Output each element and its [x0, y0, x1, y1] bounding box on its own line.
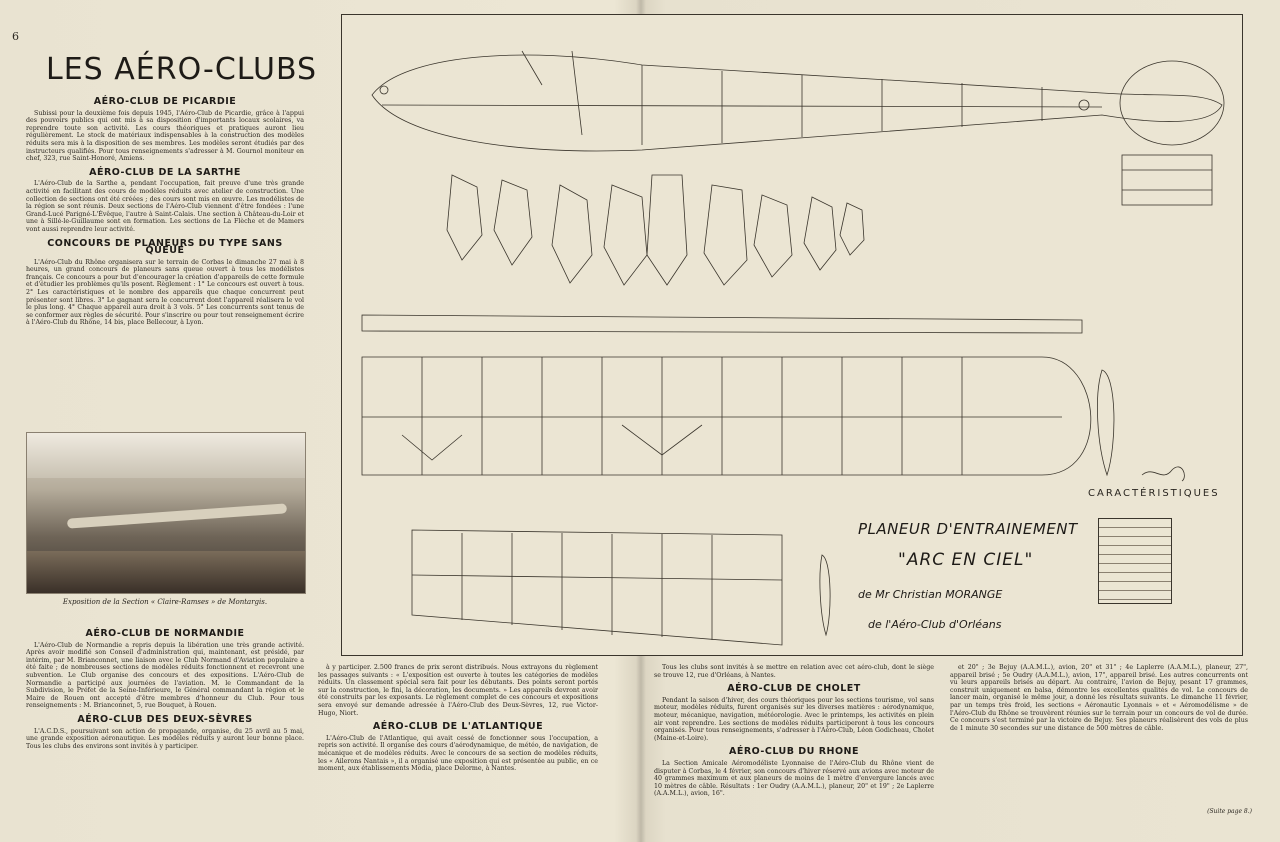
section-heading: AÉRO-CLUB DE L'ATLANTIQUE [372, 721, 544, 733]
tailplane-plan-view [412, 530, 782, 645]
elevator-profile [820, 555, 830, 635]
article-column-left-bottom [26, 624, 304, 752]
characteristics-table [1098, 518, 1172, 604]
designer-signature [1142, 467, 1184, 481]
club-credit: de l'Aéro-Club d'Orléans [868, 618, 1002, 631]
wing-rib [804, 197, 836, 270]
wing-rib [447, 175, 482, 260]
section-heading: AÉRO-CLUB DE LA SARTHE [89, 166, 241, 178]
body-text: L'A.C.D.S., poursuivant son action de propagande, organise, du 25 avril au 5 mai, une grande exposition aéronautique. Les modèles réduits y auront leur bonne place. Tous les clubs des environs sont invités à y participer. [26, 727, 304, 750]
body-text: L'Aéro-Club du Rhône organisera sur le terrain de Corbas le dimanche 27 mai à 8 heures, un grand concours de planeurs sans queue ouvert à tous les modélistes français. Ce concours a pour but d'encourager la création d'appareils de cette formule et d'étudier les problèmes qu'ils posent. Règlement : 1° Le concours est ouvert à tous. 2° Les caractéristiques et le nombre des appareils que chaque concurrent peut présenter sont libres. 3° Le gagnant sera le concurrent dont l'appareil réalisera le vol le plus long. 4° Chaque appareil aura droit à 3 vols. 5° Les concurrents sont tenus de se conformer aux règles de sécurité. Pour s'inscrire ou pour tout renseignement écrire à l'Aéro-Club du Rhône, 14 bis, place Bellecour, à Lyon. [26, 258, 304, 327]
page-number: 6 [12, 30, 19, 43]
characteristics-heading: CARACTÉRISTIQUES [1088, 488, 1220, 499]
section-heading: AÉRO-CLUB DE NORMANDIE [85, 628, 245, 639]
wing-rib [647, 175, 687, 285]
section-heading: CONCOURS DE PLANEURS DU TYPE SANS QUEUE [47, 237, 283, 257]
wing-rib [704, 185, 747, 285]
wing-rib [494, 180, 532, 265]
wing-rib [754, 195, 792, 277]
wing-plan-view [362, 357, 1091, 475]
wing-rib [552, 185, 592, 283]
page-title: LES AÉRO-CLUBS [46, 52, 318, 87]
body-text: et 20" ; 3e Bejuy (A.A.M.L.), avion, 20" et 31" ; 4e Laplerre (A.A.M.L.), planeur, 27", appareil brisé ; 5e Oudry (A.A.M.L.), avion, 17", appareil brisé. Les autres concurrents ont vu leurs appareils brisés au départ. Au contraire, l'avion de Bejuy, pesant 17 grammes, construit uniquement en balsa, démontre les excellentes qualités de vol. Le concours de lancer main, organisé le même jour, a donné les résultats suivants. Le dimanche 11 février, par un temps très froid, les sections « Aéronautic Lyonnais » et « Aéromodélisme » de l'Aéro-Club du Rhône se trouvèrent réunies sur le terrain pour un concours de vol de durée. Ce concours s'est terminé par la victoire de Bejuy. Ses planeurs réalisèrent des vols de plus de 1 minute 30 secondes sur une distance de 500 mètres de câble. [950, 664, 1248, 732]
glider-model [67, 503, 287, 528]
wing-spar-side-view [362, 315, 1082, 333]
body-text: L'Aéro-Club de l'Atlantique, qui avait cessé de fonctionner sous l'occupation, a repris son activité. Il organise des cours d'aérodynamique, de météo, de navigation, de mécanique et de modèles réduits. Avec le concours de sa section de modèles réduits, les « Ailerons Nantais », il a organisé une exposition qui est présentée au public, en ce moment, aux établissements Modia, place Delorme, à Nantes. [318, 734, 598, 773]
body-text: L'Aéro-Club de la Sarthe a, pendant l'occupation, fait preuve d'une très grande activité en facilitant des cours de modèles réduits avec atelier de construction. Une collection de sections ont été créées ; des cours sont mis en œuvre. Les modélistes de la région se sont réunis. Deux sections de l'Aéro-Club viennent d'être fondées : l'une Grand-Lucé Parigné-L'Évêque, l'autre à Saint-Calais. Une section à Château-du-Loir et une à Sillé-le-Guillaume sont en formation. Les sections de La Flèche et de Mamers vont aussi reprendre leur activité. [26, 180, 304, 233]
continued-note: (Suite page 8.) [1207, 808, 1252, 815]
airfoil-profile [1097, 370, 1114, 475]
body-text: à y participer. 2.500 francs de prix seront distribués. Nous extrayons du règlement les passages suivants : « L'exposition est ouverte à toutes les catégories de modèles réduits. Un classement spécial sera fait pour les débutants. Des points seront portés sur la construction, le fini, la décoration, les documents. » Les appareils devront avoir été construits par les exposants. Le règlement complet de ces concours et expositions sera envoyé sur demande adressée à l'Aéro-Club des Deux-Sèvres, 12, rue Victor-Hugo, Niort. [318, 664, 598, 717]
body-text: Tous les clubs sont invités à se mettre en relation avec cet aéro-club, dont le siège se trouve 12, rue d'Orléans, à Nantes. [654, 664, 934, 679]
section-heading: AÉRO-CLUB DE PICARDIE [93, 96, 237, 107]
exhibition-photo [26, 432, 306, 594]
body-text: Subissi pour la deuxième fois depuis 1945, l'Aéro-Club de Picardie, grâce à l'appui des pouvoirs publics qui ont mis à sa disposition d'importants locaux scolaires, va reprendre toute son activité. Les cours théoriques et pratiques auront lieu régulièrement. Le stock de matériaux indispensables à la construction des modèles réduits sera mis à la disposition de ses membres. Les modèles seront étudiés par des instructeurs qualifiés. Pour tous renseignements s'adresser à M. Gournol moniteur en chef, 323, rue Saint-Honoré, Amiens. [26, 109, 304, 163]
photo-caption: Exposition de la Section « Claire-Ramses » de Montargis. [62, 598, 268, 606]
section-heading: AÉRO-CLUB DES DEUX-SÈVRES [77, 713, 253, 725]
blueprint-title: PLANEUR D'ENTRAINEMENT [858, 520, 1078, 538]
stabilizer-plan [1122, 155, 1212, 205]
article-column-middle [318, 664, 598, 775]
glider-name: "ARC EN CIEL" [898, 550, 1034, 570]
section-heading: AÉRO-CLUB DU RHONE [729, 746, 859, 758]
article-column-right-2 [950, 664, 1248, 734]
wing-rib [840, 203, 864, 255]
tail-fin [1120, 61, 1224, 145]
designer-credit: de Mr Christian MORANGE [858, 588, 1003, 601]
body-text: L'Aéro-Club de Normandie a repris depuis la libération une très grande activité. Après avoir modifié son Conseil d'administration qui, maintenant, est présidé, par intérim, par M. Brianconnet, une liaison avec le Club Normand d'Aviation populaire a été faite ; de nombreuses sections de modèles réduits fonctionnent et recevront une subvention. Le Club organise des concours et des expositions. L'Aéro-Club de Normandie a participé aux journées de l'aviation. M. le Commandant de la Subdivision, le Préfet de la Seine-Inférieure, le Général commandant la région et le Maire de Rouen ont accepté d'être membres d'honneur du Club. Pour tous renseignements : M. Brianconnet, 5, rue Bouquet, à Rouen. [26, 641, 304, 710]
wing-rib [604, 185, 647, 285]
body-text: La Section Amicale Aéromodéliste Lyonnaise de l'Aéro-Club du Rhône vient de disputer à Corbas, le 4 février, son concours d'hiver réservé aux avions avec moteur de 40 grammes maximum et aux planeurs de moins de 1 mètre d'envergure lancés avec 10 mètres de câble. Résultats : 1er Oudry (A.A.M.L.), planeur, 20" et 19" ; 2e Laplerre (A.A.M.L.), avion, 16". [654, 759, 934, 798]
section-heading: AÉRO-CLUB DE CHOLET [727, 683, 861, 695]
article-column-right-1 [654, 664, 934, 800]
body-text: Pendant la saison d'hiver, des cours théoriques pour les sections tourisme, vol sans moteur, modèles réduits, furent organisés sur les diverses matières : aérodynamique, moteur, mécanique, navigation, météorologie. Avec le printemps, les activités en plein air vont reprendre. Les sections de modèles réduits participeront à tous les concours organisés. Pour tous renseignements, s'adresser à l'Aéro-Club, Léon Godicheau, Cholet (Maine-et-Loire). [654, 696, 934, 742]
fuselage-side-view [372, 55, 1222, 151]
article-column-left-top [26, 92, 304, 329]
